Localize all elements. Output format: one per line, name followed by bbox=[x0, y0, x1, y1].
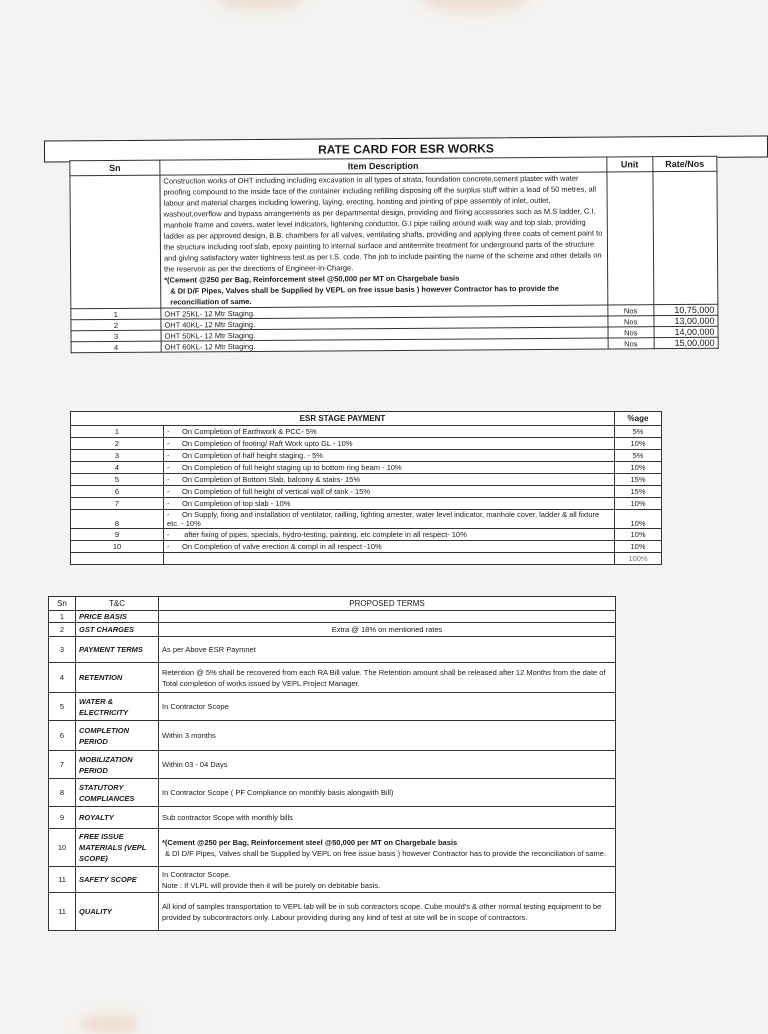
row-tc: STATUTORY COMPLIANCES bbox=[76, 779, 159, 807]
row-tc: FREE ISSUE MATERIALS (VEPL SCOPE) bbox=[76, 829, 159, 867]
row-item: OHT 40KL- 12 Mtr Staging. bbox=[161, 316, 608, 330]
row-sn: 11 bbox=[49, 867, 76, 893]
row-text: - On Supply, fixing and installation of ventilator, railling, lighting arrester, water level indicator, manhole cover, ladder & all fixture etc. - 10% bbox=[164, 510, 615, 529]
row-pct: 5% bbox=[615, 450, 662, 462]
row-text: - On Completion of full height staging up to bottom ring beam - 10% bbox=[164, 462, 615, 474]
row-rate: 13,00,000 bbox=[654, 315, 718, 326]
row-terms: As per Above ESR Paymnet bbox=[159, 637, 616, 663]
row-sn: 5 bbox=[71, 474, 164, 486]
terms-text: & DI D/F Pipes, Valves shall be Supplied by VEPL on free issue basis ) however Contractor has to provide the reconciliation of same. bbox=[165, 848, 607, 858]
stage-text: On Completion of full height of vertical wall of tank - 15% bbox=[182, 487, 371, 496]
stain-top-left bbox=[215, 0, 305, 10]
row-sn: 1 bbox=[71, 308, 161, 320]
row-text: - On Completion of valve erection & compl in all respect -10% bbox=[164, 541, 615, 553]
row-pct: 10% bbox=[615, 529, 662, 541]
stage-text: after fixing of pipes, specials, hydro-testing, painting, etc complete in all respect- 10% bbox=[184, 530, 467, 539]
row-sn: 7 bbox=[71, 498, 164, 510]
terms-text: In Contractor Scope. bbox=[162, 869, 231, 879]
total-row bbox=[71, 553, 662, 565]
stage-text: On Completion of full height staging up to bottom ring beam - 10% bbox=[182, 463, 402, 472]
header-sn: Sn bbox=[70, 160, 160, 176]
row-tc: COMPLETION PERIOD bbox=[76, 721, 159, 751]
row-pct: 10% bbox=[615, 510, 662, 529]
header-item: Item Description bbox=[160, 157, 607, 175]
row-unit: Nos bbox=[608, 327, 654, 338]
stage-text: On Completion of top slab - 10% bbox=[182, 499, 291, 508]
row-sn: 8 bbox=[49, 779, 76, 807]
terms-note: Note : If VLPL will provide then it will be purely on debitable basis. bbox=[162, 880, 381, 890]
row-terms: All kind of samples transportation to VEPL lab will be in sub contractors scope. Cube mould's & other normal testing equipment to be provided by subcontractors only. Labour providing during any kind of test at site will be in scope of contractors. bbox=[159, 893, 616, 931]
row-sn: 5 bbox=[49, 693, 76, 721]
row-rate: 10,75,000 bbox=[654, 304, 718, 315]
row-sn: 10 bbox=[71, 541, 164, 553]
row-sn: 3 bbox=[71, 450, 164, 462]
row-rate: 15,00,000 bbox=[654, 337, 718, 348]
row-sn: 4 bbox=[71, 341, 161, 353]
row-text: - On Completion of Bottom Slab, balcony & stairs- 15% bbox=[164, 474, 615, 486]
row-text: - On Completion of full height of vertical wall of tank - 15% bbox=[164, 486, 615, 498]
row-unit: Nos bbox=[608, 338, 654, 349]
row-tc: RETENTION bbox=[76, 663, 159, 693]
table-row bbox=[71, 541, 662, 553]
row-text: - after fixing of pipes, specials, hydro-testing, painting, etc complete in all respect- 10% bbox=[164, 529, 615, 541]
table-row bbox=[49, 611, 616, 623]
row-sn: 9 bbox=[49, 807, 76, 829]
stage-table-header bbox=[71, 412, 662, 426]
row-sn: 4 bbox=[49, 663, 76, 693]
row-pct: 15% bbox=[615, 486, 662, 498]
row-terms: In Contractor Scope ( PF Compliance on monthly basis alongwith Bill) bbox=[159, 779, 616, 807]
row-terms: Extra @ 18% on mentioned rates bbox=[159, 623, 616, 637]
table-row bbox=[49, 779, 616, 807]
row-unit: Nos bbox=[608, 316, 654, 327]
stage-text: On Completion of half height staging. - 5% bbox=[182, 451, 323, 460]
row-sn: 10 bbox=[49, 829, 76, 867]
stain-top-right bbox=[420, 0, 530, 12]
terms-table bbox=[48, 596, 616, 931]
stage-text: On Completion of Earthwork & PCC- 5% bbox=[182, 427, 317, 436]
header-rate: Rate/Nos bbox=[653, 156, 717, 171]
table-row bbox=[49, 637, 616, 663]
row-tc: SAFETY SCOPE bbox=[76, 867, 159, 893]
rate-table bbox=[69, 156, 718, 354]
row-sn: 1 bbox=[49, 611, 76, 623]
row-pct: 10% bbox=[615, 498, 662, 510]
table-row bbox=[49, 829, 616, 867]
total-pct: 100% bbox=[615, 553, 662, 565]
table-row bbox=[49, 751, 616, 779]
row-terms bbox=[159, 867, 616, 893]
table-row bbox=[49, 893, 616, 931]
row-tc: MOBILIZATION PERIOD bbox=[76, 751, 159, 779]
stain-bottom bbox=[80, 1014, 140, 1034]
row-sn: 3 bbox=[71, 330, 161, 342]
row-terms bbox=[159, 829, 616, 867]
row-pct: 10% bbox=[615, 462, 662, 474]
table-row bbox=[71, 426, 662, 438]
table-row bbox=[71, 486, 662, 498]
stage-text: On Completion of footing/ Raft Work upto GL - 10% bbox=[182, 439, 353, 448]
doc-title: RATE CARD FOR ESR WORKS bbox=[44, 135, 768, 162]
table-row bbox=[49, 663, 616, 693]
table-row bbox=[71, 510, 662, 529]
row-terms: Within 3 months bbox=[159, 721, 616, 751]
row-sn: 2 bbox=[71, 438, 164, 450]
terms-table-header bbox=[49, 597, 616, 611]
row-text: - On Completion of Earthwork & PCC- 5% bbox=[164, 426, 615, 438]
row-sn: 8 bbox=[71, 510, 164, 529]
row-pct: 5% bbox=[615, 426, 662, 438]
row-text: - On Completion of top slab - 10% bbox=[164, 498, 615, 510]
row-tc: GST CHARGES bbox=[76, 623, 159, 637]
terms-bold: *(Cement @250 per Bag, Reinforcement steel @50,000 per MT on Chargebale basis bbox=[162, 837, 458, 847]
row-sn: 11 bbox=[49, 893, 76, 931]
table-row bbox=[49, 867, 616, 893]
table-row bbox=[71, 462, 662, 474]
stage-title: ESR STAGE PAYMENT bbox=[71, 412, 615, 426]
row-tc: QUALITY bbox=[76, 893, 159, 931]
item-description bbox=[160, 172, 608, 308]
table-row bbox=[49, 693, 616, 721]
row-sn: 6 bbox=[71, 486, 164, 498]
description-text: Construction works of OHT including including excavation in all types of strata, foundation concrete,cement plaster with water proofing compound to the inside face of the container including refilling disposing off the surplus stuff within a lead of 50 metres, all labour and material charges including lowering, laying, erecting, hoisting and jointing of pipe assembly of inlet, outlet, washout,overflow and bypass arrangements as per departmental design, providing and fixing accessories such as M.S ladder, C.I. manhole frame and covers, water level indicators, lightening conductor, G.I pipe railing around walk way and top slab, providing ladder as per approved design, B.B. chambers for all valves, ventilating shafts, providing and applying three coats of cement paint to the structure including roof slab, epoxy painting to internal surface and antitermite treatment for underground parts of the structure and giving satisfactory water tightness test as per I.S. code. The job to include painting the name of the scheme and other details on the reservoir as per the directions of Engineer-in-Charge. bbox=[163, 173, 603, 274]
row-sn: 9 bbox=[71, 529, 164, 541]
header-tc: T&C bbox=[76, 597, 159, 611]
row-rate: 14,00,000 bbox=[654, 326, 718, 337]
stage-text: On Supply, fixing and installation of ventilator, railling, lighting arrester, water level indicator, manhole cover, ladder & all fixture etc. - 10% bbox=[167, 510, 600, 528]
row-item: OHT 60KL- 12 Mtr Staging. bbox=[161, 338, 608, 352]
row-terms: Retention @ 5% shall be recovered from each RA Bill value. The Retention amount shall be released after 12 Months from the date of Total completion of works issued by VEPL Project Manager. bbox=[159, 663, 616, 693]
row-sn: 3 bbox=[49, 637, 76, 663]
row-sn: 1 bbox=[71, 426, 164, 438]
stage-text: On Completion of Bottom Slab, balcony & stairs- 15% bbox=[182, 475, 361, 484]
header-sn: Sn bbox=[49, 597, 76, 611]
row-sn: 4 bbox=[71, 462, 164, 474]
table-row bbox=[71, 438, 662, 450]
table-row bbox=[71, 474, 662, 486]
row-sn: 2 bbox=[71, 319, 161, 331]
row-tc: WATER & ELECTRICITY bbox=[76, 693, 159, 721]
header-pct: %age bbox=[615, 412, 662, 426]
table-row bbox=[71, 450, 662, 462]
table-row bbox=[71, 498, 662, 510]
table-row bbox=[49, 721, 616, 751]
free-issue-note-1: *(Cement @250 per Bag, Reinforcement steel @50,000 per MT on Chargebale basis bbox=[164, 273, 460, 285]
table-row bbox=[49, 807, 616, 829]
header-terms: PROPOSED TERMS bbox=[159, 597, 616, 611]
row-terms: In Contractor Scope bbox=[159, 693, 616, 721]
row-tc: PAYMENT TERMS bbox=[76, 637, 159, 663]
row-unit: Nos bbox=[607, 305, 653, 316]
row-tc: PRICE BASIS bbox=[76, 611, 159, 623]
row-text: - On Completion of footing/ Raft Work upto GL - 10% bbox=[164, 438, 615, 450]
row-text: - On Completion of half height staging. - 5% bbox=[164, 450, 615, 462]
row-terms: Within 03 - 04 Days bbox=[159, 751, 616, 779]
stage-text: On Completion of valve erection & compl in all respect -10% bbox=[182, 542, 382, 551]
free-issue-note-2: & DI D/F Pipes, Valves shall be Supplied by VEPL on free issue basis ) however Contractor has to provide the reconciliation of same. bbox=[170, 283, 559, 307]
row-tc: ROYALTY bbox=[76, 807, 159, 829]
row-terms bbox=[159, 611, 616, 623]
row-sn: 6 bbox=[49, 721, 76, 751]
row-terms: Sub contractor Scope with monthly bills bbox=[159, 807, 616, 829]
stage-payment-table bbox=[70, 411, 662, 565]
header-unit: Unit bbox=[606, 157, 652, 172]
table-row bbox=[49, 623, 616, 637]
row-pct: 15% bbox=[615, 474, 662, 486]
row-sn: 7 bbox=[49, 751, 76, 779]
row-sn: 2 bbox=[49, 623, 76, 637]
row-item: OHT 50KL- 12 Mtr Staging. bbox=[161, 327, 608, 341]
row-pct: 10% bbox=[615, 438, 662, 450]
row-pct: 10% bbox=[615, 541, 662, 553]
description-row bbox=[70, 171, 718, 309]
table-row bbox=[71, 529, 662, 541]
row-item: OHT 25KL- 12 Mtr Staging. bbox=[161, 305, 608, 319]
